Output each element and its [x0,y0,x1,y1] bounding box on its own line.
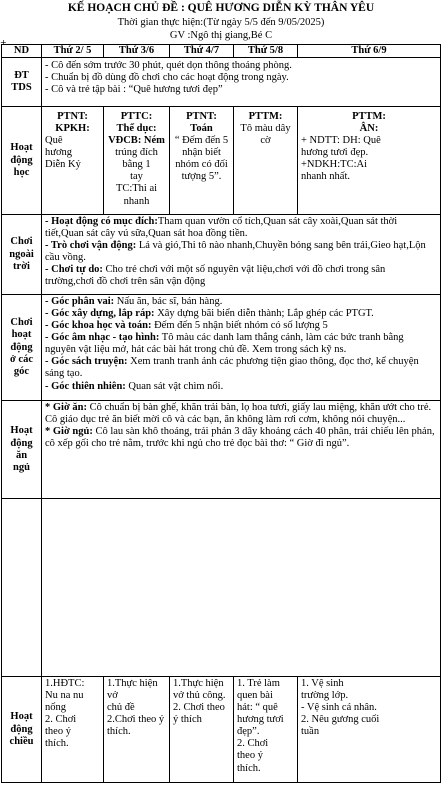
row-choi-ngoai-troi [2,215,441,295]
plan-title: KẾ HOẠCH CHỦ ĐỀ : QUÊ HƯƠNG DIỄN KỲ THÂN YÊU [67,2,375,14]
hdc-tue: 1.Thực hiện vở chủ đề 2.Chơi theo ý thích. [104,677,170,783]
row-tds [2,58,441,107]
teacher-name: GV :Ngô thị giang,Bé C [169,30,273,41]
row-blank [2,499,441,677]
hdc-wed: 1.Thực hiện vở thủ công. 2. Chơi theo ý thích [170,677,234,783]
outdoor-item: - Hoạt động có mục đích:Tham quan vườn cổ tích,Quan sát cây xoài,Quan sát thời tiết,Quan sát cây vú sữa,Quan sát hoa đồng tiền. [45,216,398,240]
sleep-item: * Giờ ngủ: Cô lau sàn khô thoáng, trải phản 3 dãy khoảng cách 40 phân, trải chiếu lên phản, cô xếp gối cho trẻ nằm, trước khi ngủ cho trẻ đọc bài thơ: “ Giờ đi ngủ”. [45,426,435,450]
hdh-thu: PTTM: Tô màu dây cờ [234,107,298,215]
meal-item: * Giờ ăn: Cô chuẩn bị bàn ghế, khăn trải bàn, lọ hoa tươi, giấy lau miệng, khăn ướt cho trẻ. Cô giáo dục trẻ ăn biết mời cô và các bạn, ăn không làm rơi cơm, không nói chuyện... [45,402,432,426]
outdoor-item: - Trò chơi vận động: Lá và gió,Thi tô nào nhanh,Chuyền bóng sang bên trái,Gieo hạt,Lộn cầu vồng. [45,240,426,264]
an-ngu-content [42,401,441,499]
corner-item: - Góc phân vai: Nấu ăn, bác sĩ, bán hàng. [45,296,223,308]
label-choi-goc: Chơi hoạt động ở các góc [2,295,42,401]
time-range: Thời gian thực hiện:(Từ ngày 5/5 đến 9/05/2025) [117,17,325,28]
col-mon: Thứ 2/ 5 [42,45,104,58]
col-nd: ND [2,45,42,58]
hdc-mon: 1.HĐTC: Nu na nu nống 2. Chơi theo ý thích. [42,677,104,783]
label-tds: ĐT TDS [2,58,42,107]
hdh-wed: PTNT: Toán “ Đếm đến 5 nhận biết nhóm có đối tượng 5”. [170,107,234,215]
hdc-fri: 1. Vệ sinh trường lớp. - Vệ sinh cá nhân. 2. Nêu gương cuối tuần [298,677,441,783]
outdoor-item: - Chơi tự do: Cho trẻ chơi với một số nguyên vật liệu,chơi với đồ chơi trong sân trường,chơi đồ chơi trên sân vận động [45,264,386,288]
row-hoat-dong-chieu [2,677,441,783]
label-choi-ngoai-troi: Chơi ngoài trời [2,215,42,295]
row-choi-goc [2,295,441,401]
label-an-ngu: Hoạt động ăn ngủ [2,401,42,499]
table-handle-icon[interactable]: + [0,38,7,47]
col-fri: Thứ 6/9 [298,45,441,58]
corner-item: - Góc thiên nhiên: Quan sát vật chìm nổi. [45,380,224,392]
schedule-table [1,44,441,783]
corner-item: - Góc xây dựng, lắp ráp: Xây dựng bãi biển diễn thành; Lắp ghép các PTGT. [45,308,374,320]
label-hoat-dong-hoc: Hoạt động học [2,107,42,215]
tds-content: - Cô đến sớm trước 30 phút, quét dọn thông thoáng phòng. - Chuẩn bị đồ dùng đồ chơi cho các hoạt động trong ngày. - Cô và trẻ tập bài : “Quê hương tươi đẹp” [42,58,441,107]
row-an-ngu [2,401,441,499]
label-hoat-dong-chieu: Hoạt động chiều [2,677,42,783]
header-row [2,45,441,58]
choi-goc-content [42,295,441,401]
hdh-mon: PTNT: KPKH: Quê hương Diễn Kỷ [42,107,104,215]
hdh-tue: PTTC: Thể dục: VĐCB: Ném trúng đích bằng 1 tay TC:Thi ai nhanh [104,107,170,215]
choi-ngoai-troi-content [42,215,441,295]
hdc-thu: 1. Trẻ làm quen bài hát: “ quê hương tươi đẹp”. 2. Chơi theo ý thích. [234,677,298,783]
row-hoat-dong-hoc [2,107,441,215]
corner-item: - Góc khoa học và toán: Đếm đến 5 nhận biết nhóm có số lượng 5 [45,320,328,332]
col-wed: Thứ 4/7 [170,45,234,58]
corner-item: - Góc sách truyện: Xem tranh tranh ảnh các phương tiện giao thông, đọc thơ, kể chuyện sáng tạo. [45,356,419,380]
corner-item: - Góc âm nhạc - tạo hình: Tô màu các danh lam thắng cảnh, làm các bức tranh bằng nguyên vật liệu mở, hát các bài hát trong chủ đề. Xem trong sách kỹ ns. [45,332,404,356]
col-thu: Thứ 5/8 [234,45,298,58]
col-tue: Thứ 3/6 [104,45,170,58]
hdh-fri: PTTM: ÂN: + NDTT: DH: Quê hương tươi đẹp. +NDKH:TC:Ai nhanh nhất. [298,107,441,215]
